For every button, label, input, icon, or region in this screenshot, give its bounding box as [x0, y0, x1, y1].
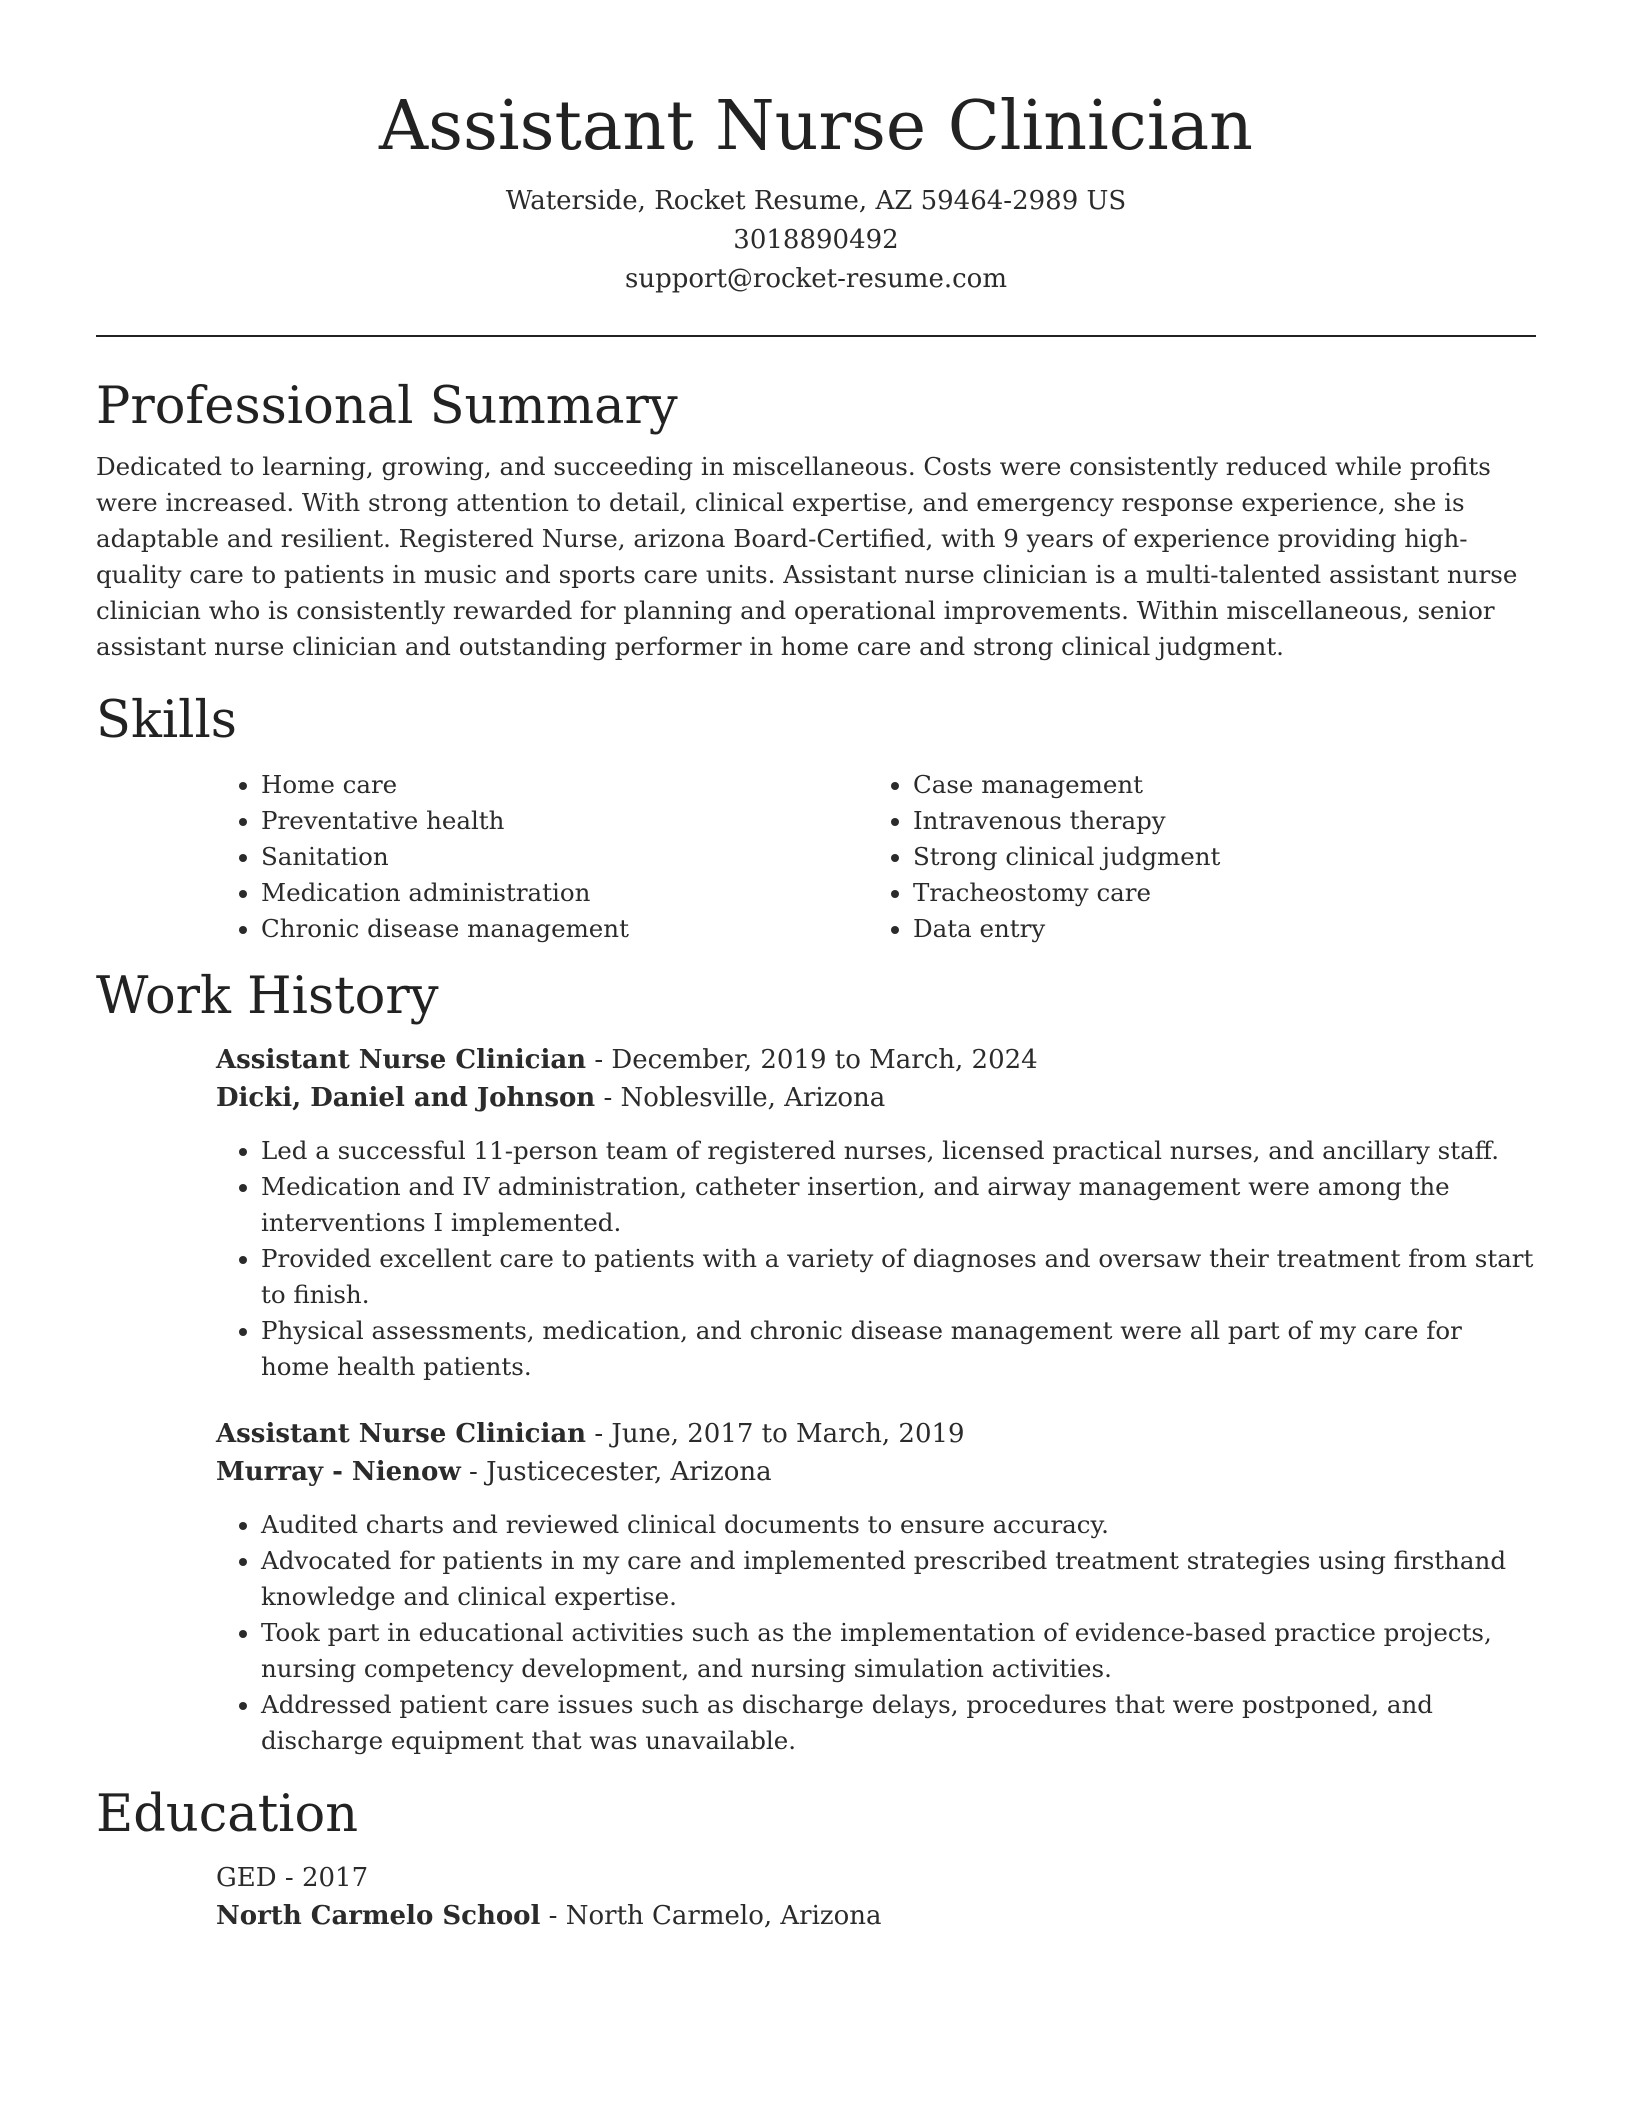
summary-text: Dedicated to learning, growing, and succeeding in miscellaneous. Costs were consistently reduced while profits were increased. With strong attention to detail, clinical expertise, and emergency response experience, she is adaptable and resilient. Registered Nurse, arizona Board-Certified, with 9 years of experience providing high-quality care to patients in music and sports care units. Assistant nurse clinician is a multi-talented assistant nurse clinician who is consistently rewarded for planning and operational improvements. Within miscellaneous, senior assistant nurse clinician and outstanding performer in home care and strong clinical judgment.	[96, 452, 1518, 661]
skills-section	[96, 691, 1536, 947]
employer-name: Murray - Nienow	[216, 1457, 461, 1487]
employer-name: Dicki, Daniel and Johnson	[216, 1083, 596, 1113]
education-section	[96, 1785, 1536, 1935]
skill-item: • Strong clinical judgment	[913, 839, 1520, 875]
job-bullets	[216, 1133, 1536, 1385]
degree: GED	[216, 1863, 277, 1893]
job-title-line	[216, 1415, 1536, 1453]
skill-item: • Home care	[261, 767, 868, 803]
header-divider	[96, 335, 1536, 337]
school-separator: -	[540, 1901, 566, 1931]
employer-line	[216, 1079, 1536, 1117]
work-history-section	[96, 967, 1536, 1759]
summary-section	[96, 377, 1536, 665]
job-title-separator: -	[586, 1045, 612, 1075]
job-entry	[216, 1041, 1536, 1385]
resume-header	[96, 0, 1536, 299]
degree-line	[216, 1859, 1536, 1897]
education-title: Education	[96, 1785, 359, 1844]
skill-item: • Preventative health	[261, 803, 868, 839]
job-location: Justicecester, Arizona	[486, 1457, 772, 1487]
job-title-line	[216, 1041, 1536, 1079]
job-bullet: • Medication and IV administration, catheter insertion, and airway management were among the interventions I implemented.	[261, 1169, 1536, 1241]
school-location: North Carmelo, Arizona	[565, 1901, 882, 1931]
job-bullet: • Addressed patient care issues such as discharge delays, procedures that were postponed, and discharge equipment that was unavailable.	[261, 1687, 1536, 1759]
candidate-name: Assistant Nurse Clinician	[379, 87, 1253, 166]
skill-item: • Intravenous therapy	[913, 803, 1520, 839]
skill-item: • Data entry	[913, 911, 1520, 947]
job-bullet: • Advocated for patients in my care and implemented prescribed treatment strategies using firsthand knowledge and clinical expertise.	[261, 1543, 1536, 1615]
skill-item: • Case management	[913, 767, 1520, 803]
job-bullet: • Audited charts and reviewed clinical documents to ensure accuracy.	[261, 1507, 1536, 1543]
job-bullet: • Took part in educational activities such as the implementation of evidence-based practice projects, nursing competency development, and nursing simulation activities.	[261, 1615, 1536, 1687]
work-history-title: Work History	[96, 967, 439, 1026]
contact-address: Waterside, Rocket Resume, AZ 59464-2989 US	[505, 186, 1127, 216]
skill-item: • Medication administration	[261, 875, 868, 911]
job-entry	[216, 1415, 1536, 1759]
summary-title: Professional Summary	[96, 377, 678, 436]
job-bullet: • Led a successful 11-person team of registered nurses, licensed practical nurses, and ancillary staff.	[261, 1133, 1536, 1169]
job-title: Assistant Nurse Clinician	[216, 1419, 587, 1449]
skills-title: Skills	[96, 691, 237, 750]
skills-right-list	[868, 767, 1520, 947]
skills-columns	[216, 767, 1536, 947]
job-title-separator: -	[586, 1419, 612, 1449]
education-entry	[216, 1859, 1536, 1935]
graduation-year: 2017	[301, 1863, 369, 1893]
employer-separator: -	[595, 1083, 621, 1113]
employer-line	[216, 1453, 1536, 1491]
employer-separator: -	[460, 1457, 487, 1487]
job-bullet: • Provided excellent care to patients with a variety of diagnoses and oversaw their treatment from start to finish.	[261, 1241, 1536, 1313]
skill-item: • Tracheostomy care	[913, 875, 1520, 911]
job-dates: December, 2019 to March, 2024	[611, 1045, 1038, 1075]
job-location: Noblesville, Arizona	[620, 1083, 886, 1113]
job-title: Assistant Nurse Clinician	[216, 1045, 587, 1075]
contact-info	[96, 182, 1536, 299]
skills-left-list	[216, 767, 868, 947]
contact-email: support@rocket-resume.com	[624, 264, 1007, 294]
skill-item: • Chronic disease management	[261, 911, 868, 947]
school-line	[216, 1897, 1536, 1935]
job-bullet: • Physical assessments, medication, and chronic disease management were all part of my care for home health patients.	[261, 1313, 1536, 1385]
job-dates: June, 2017 to March, 2019	[611, 1419, 965, 1449]
degree-separator: -	[276, 1863, 302, 1893]
skill-item: • Sanitation	[261, 839, 868, 875]
job-bullets	[216, 1507, 1536, 1759]
school-name: North Carmelo School	[216, 1901, 541, 1931]
contact-phone: 3018890492	[733, 225, 899, 255]
